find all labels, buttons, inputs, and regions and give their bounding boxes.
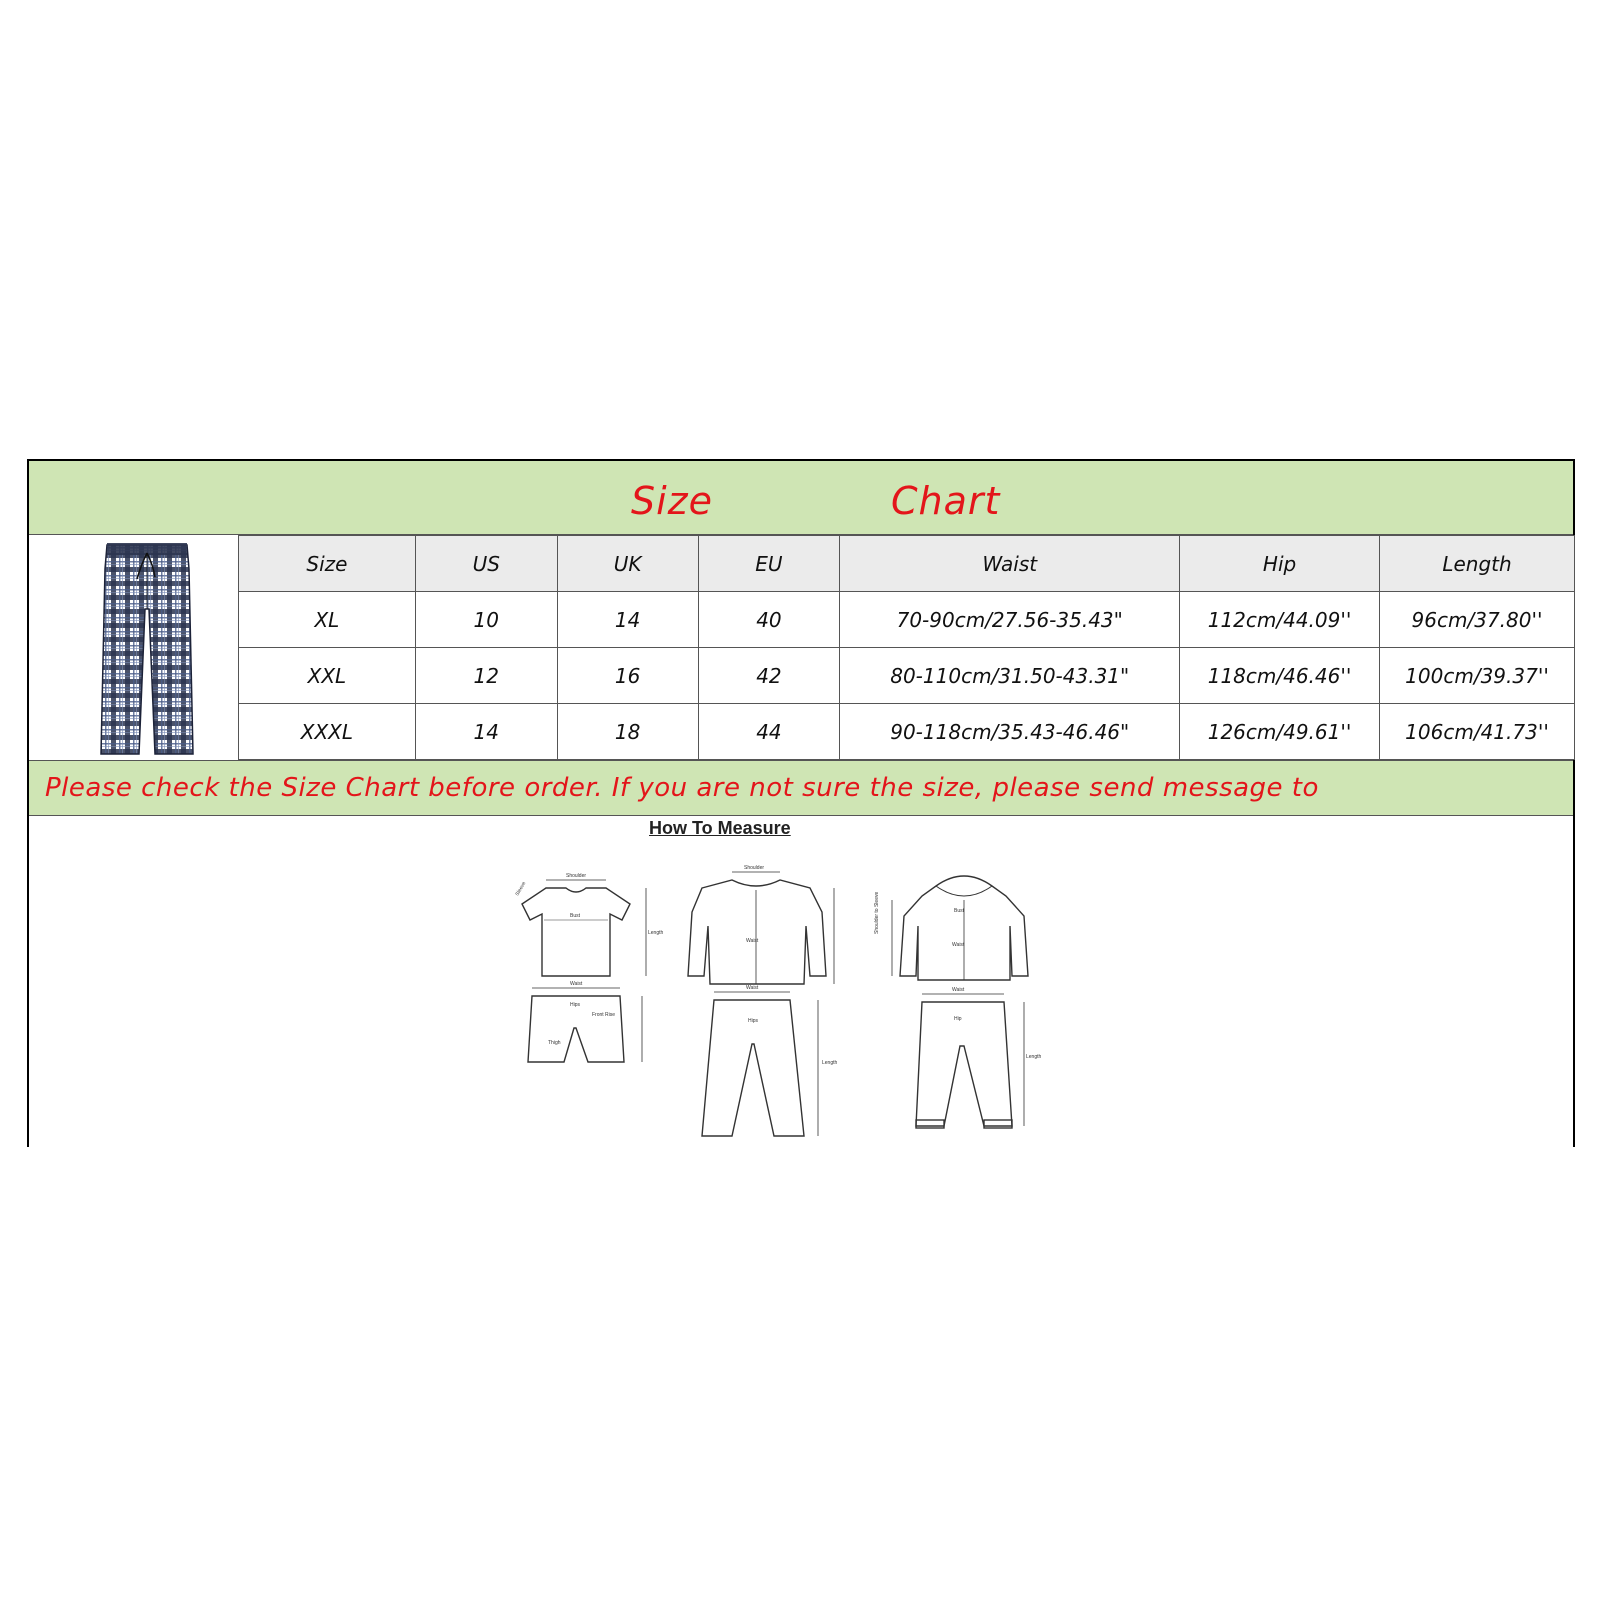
trousers-diagram [702, 992, 818, 1136]
shorts-diagram [528, 988, 642, 1062]
cell-size: XXXL [239, 704, 416, 760]
tshirt-diagram [522, 880, 646, 976]
label-bust-2: Bust [954, 908, 965, 914]
cell-eu: 42 [698, 648, 840, 704]
cell-uk: 16 [557, 648, 698, 704]
title-chart: Chart [891, 479, 1001, 523]
cell-waist: 80-110cm/31.50-43.31" [840, 648, 1180, 704]
label-thigh: Thigh [548, 1040, 561, 1046]
measurement-diagrams [474, 816, 1064, 1144]
measure-area [29, 816, 1573, 1147]
label-front-rise: Front Rise [592, 1012, 616, 1018]
shirt-diagram [688, 872, 834, 984]
label-waist-3: Waist [746, 985, 759, 991]
header-waist: Waist [840, 536, 1180, 592]
label-hip: Hip [954, 1016, 962, 1022]
cell-length: 96cm/37.80'' [1380, 592, 1575, 648]
cell-size: XL [239, 592, 416, 648]
table-row [239, 592, 1575, 648]
cell-length: 100cm/39.37'' [1380, 648, 1575, 704]
label-shoulder-2: Shoulder [744, 865, 765, 871]
label-length: Length [648, 930, 664, 936]
cell-waist: 70-90cm/27.56-35.43" [840, 592, 1180, 648]
cell-hip: 118cm/46.46'' [1180, 648, 1380, 704]
table-row [239, 648, 1575, 704]
label-waist-4: Waist [952, 942, 965, 948]
cell-eu: 40 [698, 592, 840, 648]
how-to-measure-panel [474, 816, 1064, 1144]
header-eu: EU [698, 536, 840, 592]
size-table [238, 535, 1575, 760]
cell-us: 14 [415, 704, 557, 760]
size-chart [27, 459, 1575, 1147]
header-size: Size [239, 536, 416, 592]
label-sleeve: Sleeve [514, 880, 528, 897]
joggers-diagram [916, 994, 1024, 1128]
table-row [239, 704, 1575, 760]
cell-uk: 18 [557, 704, 698, 760]
label-hips-2: Hips [748, 1018, 759, 1024]
cell-us: 10 [415, 592, 557, 648]
cell-eu: 44 [698, 704, 840, 760]
label-waist-5: Waist [952, 987, 965, 993]
label-shoulder: Shoulder [566, 873, 587, 879]
cell-uk: 14 [557, 592, 698, 648]
label-length-3: Length [1026, 1054, 1042, 1060]
cell-length: 106cm/41.73'' [1380, 704, 1575, 760]
hoodie-diagram [892, 876, 1028, 980]
cell-waist: 90-118cm/35.43-46.46" [840, 704, 1180, 760]
plaid-pants-image [97, 539, 197, 757]
notice-band [29, 760, 1573, 816]
label-waist: Waist [570, 981, 583, 987]
cell-us: 12 [415, 648, 557, 704]
label-waist-2: Waist [746, 938, 759, 944]
header-length: Length [1380, 536, 1575, 592]
label-hips: Hips [570, 1002, 581, 1008]
product-image-cell [29, 535, 238, 760]
label-shoulder-to-sleeve: Shoulder to Sleeve [874, 891, 880, 934]
label-length-2: Length [822, 1060, 838, 1066]
notice-text: Please check the Size Chart before order. If you are not sure the size, please send message to [45, 773, 1319, 803]
cell-hip: 126cm/49.61'' [1180, 704, 1380, 760]
header-us: US [415, 536, 557, 592]
header-hip: Hip [1180, 536, 1380, 592]
table-header-row [239, 536, 1575, 592]
label-bust: Bust [570, 913, 581, 919]
title-size: Size [631, 479, 714, 523]
title-band [29, 461, 1573, 535]
header-uk: UK [557, 536, 698, 592]
cell-size: XXL [239, 648, 416, 704]
cell-hip: 112cm/44.09'' [1180, 592, 1380, 648]
measure-title: How To Measure [649, 818, 791, 838]
